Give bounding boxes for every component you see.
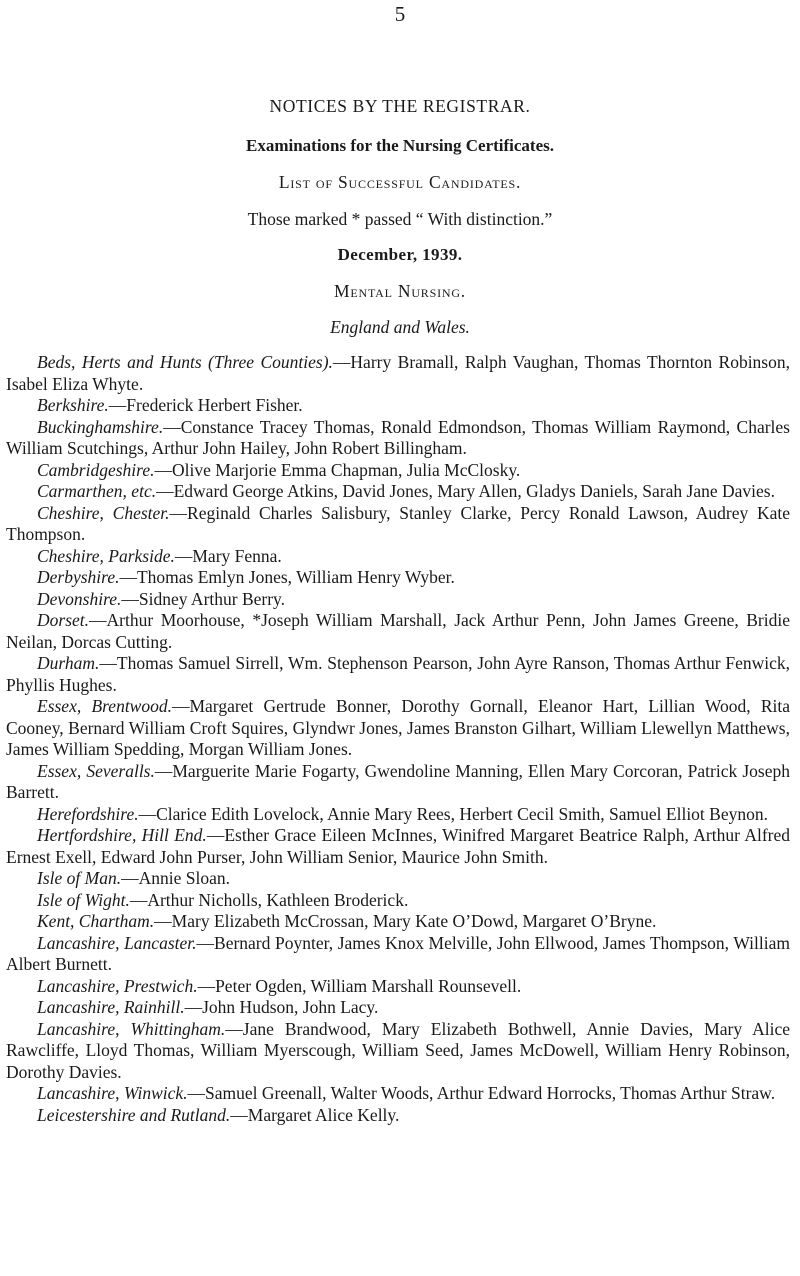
list-item — [6, 868, 790, 890]
candidate-names: —Reginald Charles Salisbury, Stanley Clarke, Percy Ronald Lawson, Audrey Kate Thompson. — [6, 502, 790, 544]
list-item — [6, 610, 790, 653]
candidate-names: —Edward George Atkins, David Jones, Mary Allen, Gladys Daniels, Sarah Jane Davies. — [156, 481, 775, 501]
county-label: Cambridgeshire. — [37, 459, 155, 480]
list-item — [6, 890, 790, 912]
candidate-names: —Esther Grace Eileen McInnes, Winifred Margaret Beatrice Ralph, Arthur Alfred Ernest Exell, Edward John Purser, John William Senior, Maurice John Smith. — [6, 825, 791, 867]
list-item — [6, 503, 790, 546]
list-item — [6, 481, 790, 503]
candidate-names: —Peter Ogden, William Marshall Rounsevell. — [197, 975, 522, 996]
list-item — [6, 696, 790, 761]
candidate-names: —Arthur Nicholls, Kathleen Broderick. — [129, 889, 409, 910]
list-item — [6, 933, 790, 976]
headings — [0, 93, 800, 340]
candidate-names: —Mary Elizabeth McCrossan, Mary Kate O’Dowd, Margaret O’Bryne. — [154, 911, 657, 931]
county-label: Isle of Man. — [37, 868, 122, 888]
page-number: 5 — [394, 2, 406, 26]
list-item — [6, 1019, 790, 1084]
county-label: Durham. — [37, 653, 100, 673]
candidate-names: —Margaret Alice Kelly. — [230, 1104, 400, 1125]
county-label: Dorset. — [37, 610, 90, 630]
county-label: Lancashire, Whittingham. — [37, 1018, 226, 1039]
section-heading: Mental Nursing. — [334, 281, 466, 301]
candidate-names: —Mary Fenna. — [174, 545, 282, 566]
list-item — [6, 546, 790, 568]
region-heading: England and Wales. — [330, 317, 470, 337]
county-label: Devonshire. — [37, 588, 122, 609]
list-item — [6, 567, 790, 589]
candidate-names: —Arthur Moorhouse, *Joseph William Marshall, Jack Arthur Penn, John James Greene, Bridie Neilan, Dorcas Cutting. — [6, 610, 790, 652]
list-item — [6, 352, 790, 395]
list-item — [6, 653, 790, 696]
candidate-names: —Samuel Greenall, Walter Woods, Arthur Edward Horrocks, Thomas Arthur Straw. — [187, 1083, 776, 1103]
county-label: Buckinghamshire. — [37, 416, 164, 437]
candidate-names: —Marguerite Marie Fogarty, Gwendoline Manning, Ellen Mary Corcoran, Patrick Joseph Barrett. — [6, 760, 790, 802]
candidate-names: —Annie Sloan. — [121, 868, 230, 888]
list-item — [6, 911, 790, 933]
list-item — [6, 761, 790, 804]
candidate-names: —Frederick Herbert Fisher. — [108, 395, 303, 415]
list-item — [6, 825, 790, 868]
distinction-note: Those marked * passed “ With distinction.” — [247, 209, 553, 229]
candidate-names: —Jane Brandwood, Mary Elizabeth Bothwell, Annie Davies, Mary Alice Rawcliffe, Lloyd Thomas, William Myerscough, William Seed, James McDowell, William Henry Robinson, Dorothy Davies. — [6, 1018, 790, 1082]
county-label: Cheshire, Parkside. — [37, 545, 175, 566]
list-heading: List of Successful Candidates. — [278, 172, 522, 192]
county-label: Lancashire, Rainhill. — [37, 997, 185, 1017]
county-label: Hertfordshire, Hill End. — [37, 825, 207, 845]
list-item — [6, 976, 790, 998]
candidate-names: —Thomas Samuel Sirrell, Wm. Stephenson Pearson, John Ayre Ranson, Thomas Arthur Fenwick, Phyllis Hughes. — [6, 653, 790, 695]
candidate-names: —Constance Tracey Thomas, Ronald Edmondson, Thomas William Raymond, Charles William Scutchings, Arthur John Hailey, John Robert Billingham. — [6, 416, 790, 458]
list-item — [6, 997, 790, 1019]
county-label: Lancashire, Lancaster. — [37, 932, 197, 953]
list-item — [6, 1083, 790, 1105]
county-label: Beds, Herts and Hunts (Three Counties). — [37, 352, 333, 372]
candidate-names: —Clarice Edith Lovelock, Annie Mary Rees, Herbert Cecil Smith, Samuel Elliot Beynon. — [138, 803, 768, 824]
list-item — [6, 460, 790, 482]
candidate-names: —Olive Marjorie Emma Chapman, Julia McClosky. — [154, 459, 521, 480]
candidate-list — [6, 352, 790, 1126]
list-item — [6, 417, 790, 460]
county-label: Derbyshire. — [37, 567, 120, 587]
county-label: Cheshire, Chester. — [37, 502, 170, 523]
county-label: Isle of Wight. — [37, 889, 130, 910]
list-item — [6, 589, 790, 611]
candidate-names: —Margaret Gertrude Bonner, Dorothy Gornall, Eleanor Hart, Lillian Wood, Rita Cooney, Bernard William Croft Squires, Glyndwr Jones, James Branston Gilhart, William Llewellyn Matthews, James William Spedding, Morgan William Jones. — [6, 696, 791, 759]
date-heading: December, 1939. — [337, 245, 463, 264]
county-label: Berkshire. — [37, 395, 109, 415]
county-label: Leicestershire and Rutland. — [37, 1104, 231, 1125]
county-label: Essex, Severalls. — [37, 760, 155, 781]
county-label: Essex, Brentwood. — [37, 696, 172, 716]
county-label: Lancashire, Winwick. — [37, 1083, 188, 1103]
candidate-names: —Bernard Poynter, James Knox Melville, John Ellwood, James Thompson, William Albert Burnett. — [6, 932, 790, 974]
candidate-names: —Sidney Arthur Berry. — [121, 588, 286, 609]
county-label: Lancashire, Prestwich. — [37, 975, 198, 996]
county-label: Carmarthen, etc. — [37, 481, 157, 501]
list-item — [6, 1105, 790, 1127]
candidate-names: —Harry Bramall, Ralph Vaughan, Thomas Thornton Robinson, Isabel Eliza Whyte. — [6, 352, 790, 394]
candidate-names: —John Hudson, John Lacy. — [184, 997, 379, 1017]
county-label: Kent, Chartham. — [37, 911, 155, 931]
candidate-names: —Thomas Emlyn Jones, William Henry Wyber. — [119, 567, 455, 587]
list-item — [6, 804, 790, 826]
notices-heading: NOTICES BY THE REGISTRAR. — [269, 96, 531, 116]
examinations-heading: Examinations for the Nursing Certificates. — [245, 136, 555, 155]
list-item — [6, 395, 790, 417]
county-label: Herefordshire. — [37, 803, 139, 824]
